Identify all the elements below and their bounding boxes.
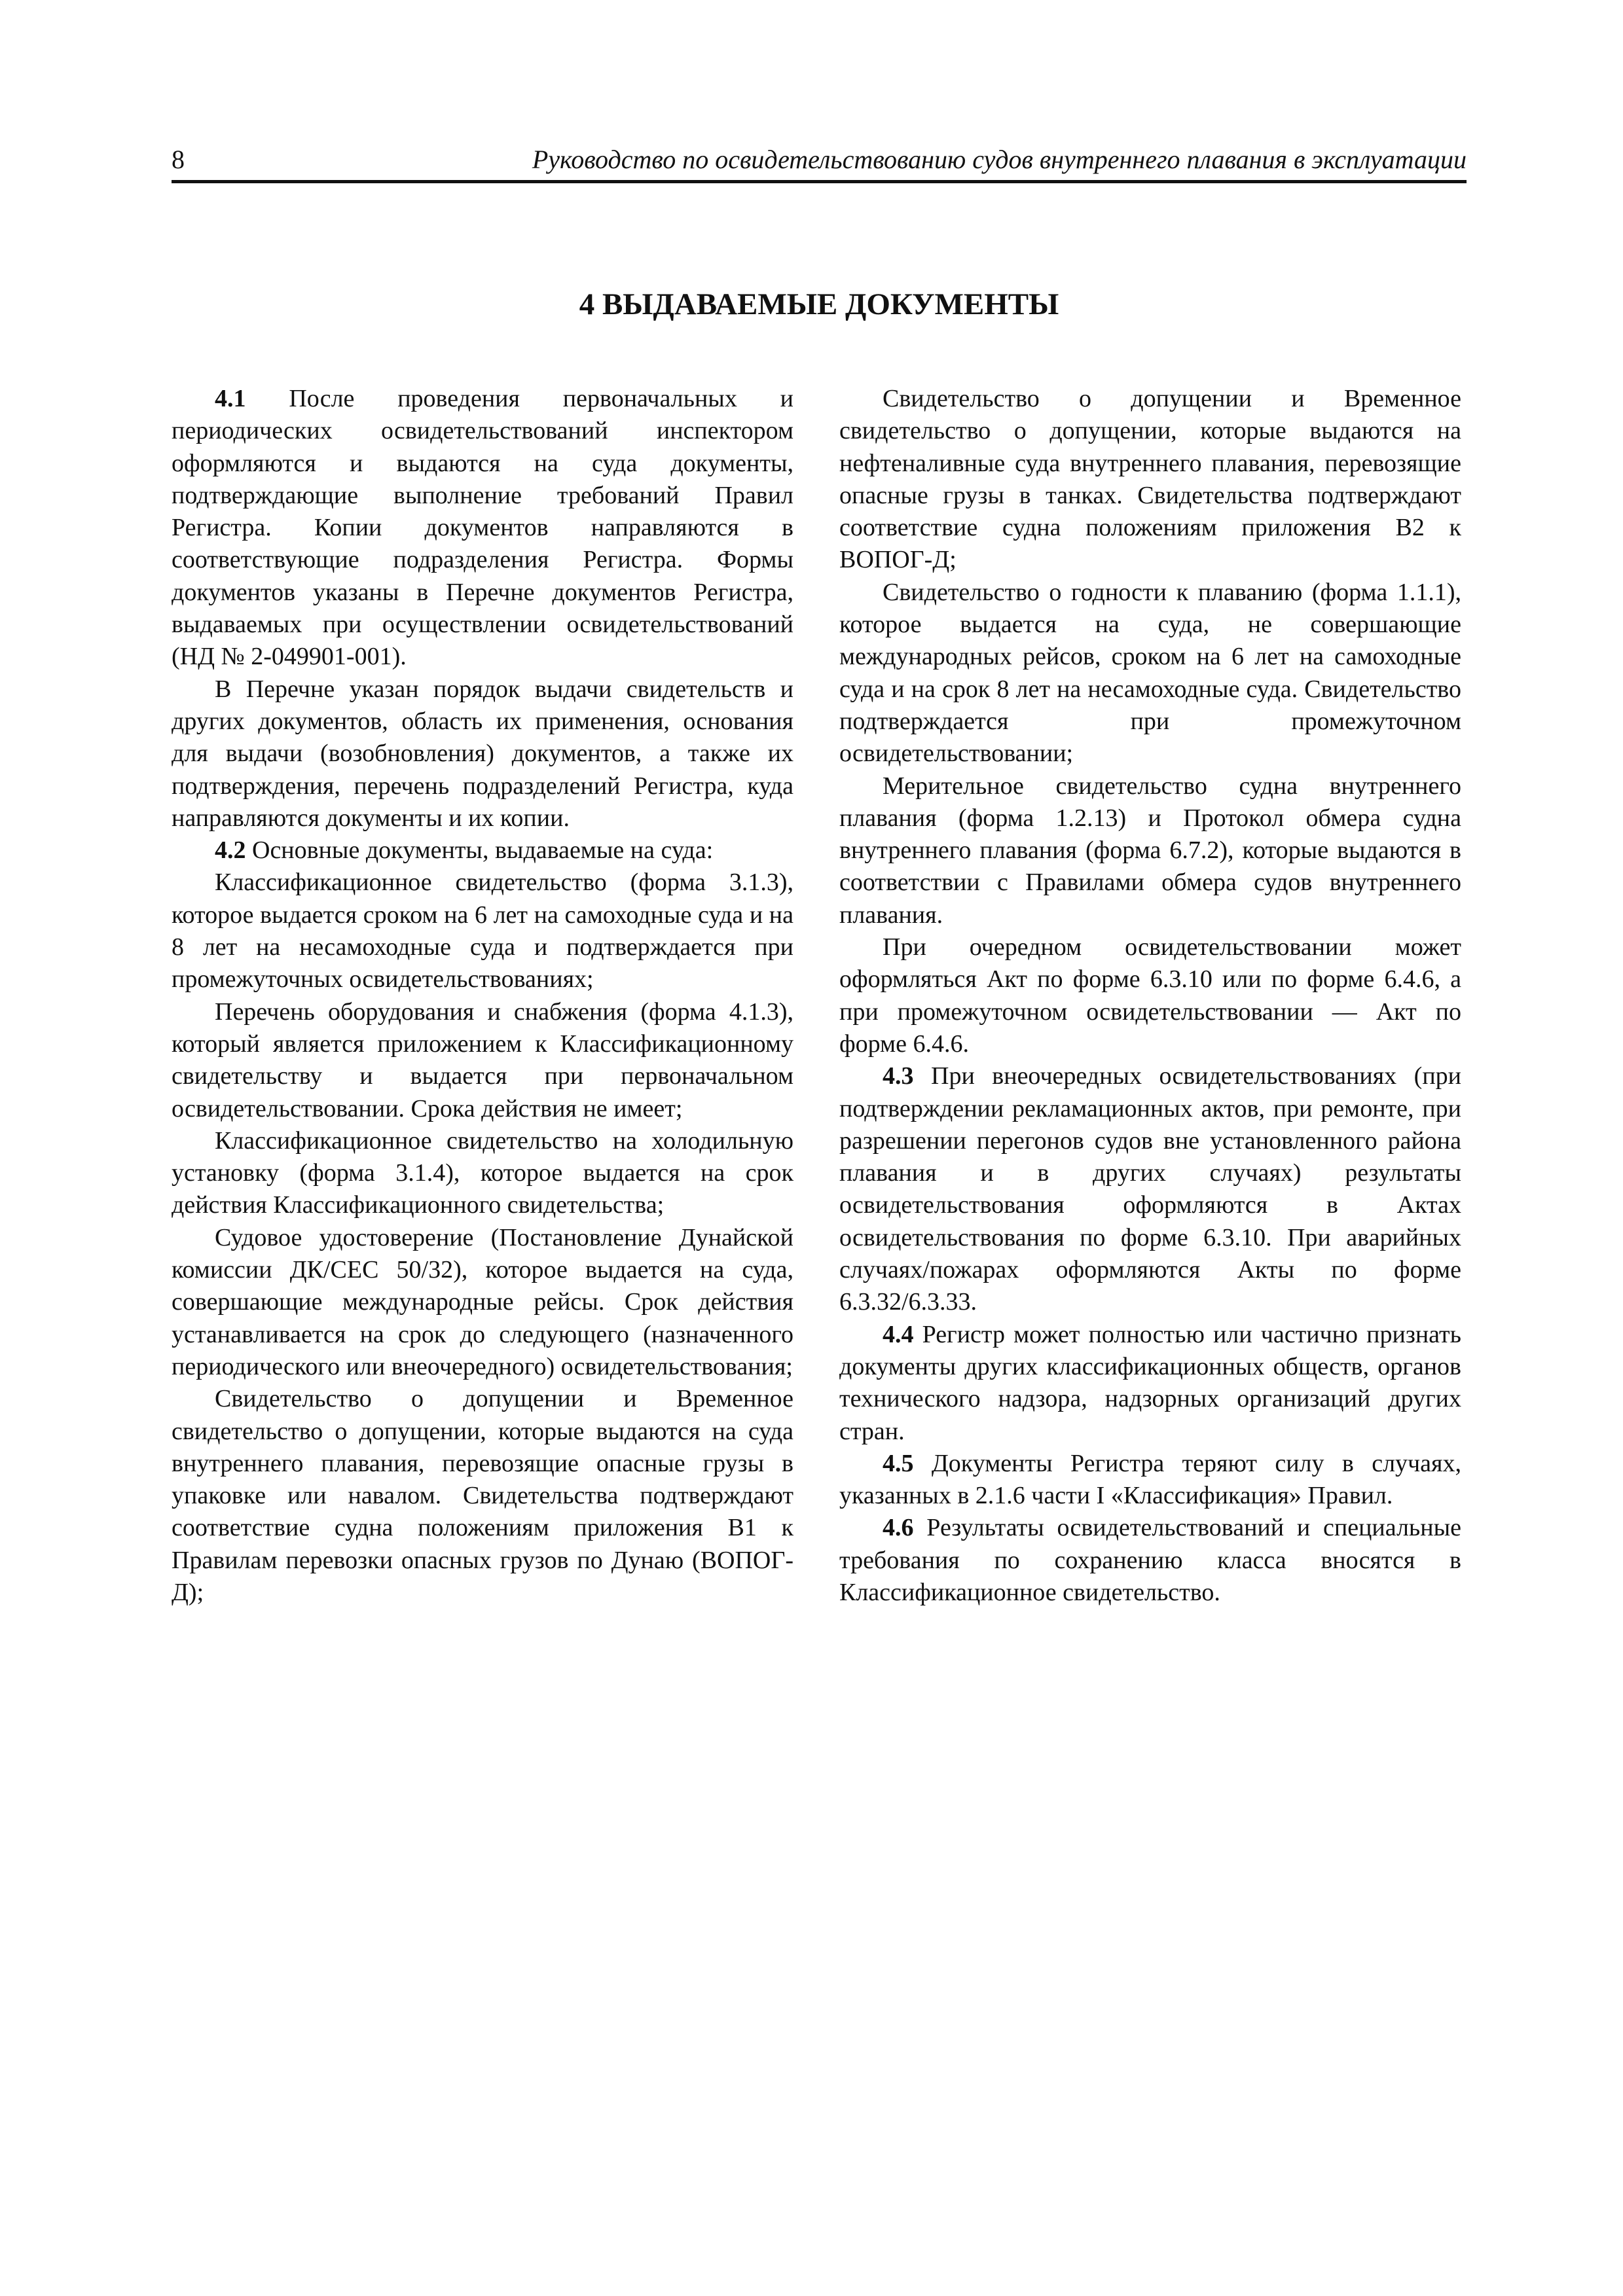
- paragraph-text: Основные документы, выдаваемые на суда:: [246, 836, 714, 865]
- section-number: 4.5: [883, 1449, 914, 1477]
- running-title: Руководство по освидетельствованию судов внутреннего плавания в эксплуатации: [532, 145, 1467, 174]
- section-number: 4.6: [883, 1514, 914, 1542]
- paragraph: Свидетельство о допущении и Временное свидетельство о допущении, которые выдаются на нефтеналивные суда внутреннего плавания, перевозящие опасные грузы в танках. Свидетельства подтверждают соответствие судна положениям приложения B2 к ВОПОГ-Д;: [839, 385, 1461, 574]
- paragraph: Мерительное свидетельство судна внутреннего плавания (форма 1.2.13) и Протокол обмера судна внутреннего плавания (форма 6.7.2), которые выдаются в соответствии с Правилами обмера судов внутреннего плавания.: [839, 772, 1461, 929]
- left-column: [172, 383, 793, 1609]
- paragraph-text: После проведения первоначальных и периодических освидетельствований инспектором оформляются и выдаются на суда документы, подтверждающие выполнение требований Правил Регистра. Копии документов направляются в соответствующие подразделения Регистра. Формы документов указаны в Перечне документов Регистра, выдаваемых при осуществлении освидетельствований (НД № 2-049901-001).: [172, 385, 793, 671]
- section-number: 4.1: [215, 385, 246, 412]
- page-header: [172, 141, 1467, 183]
- paragraph: Классификационное свидетельство (форма 3.1.3), которое выдается сроком на 6 лет на самоходные суда и на 8 лет на несамоходные суда и подтверждается при промежуточных освидетельствованиях;: [172, 869, 793, 994]
- paragraph: Классификационное свидетельство на холодильную установку (форма 3.1.4), которое выдается на срок действия Классификационного свидетельства;: [172, 1126, 793, 1219]
- paragraph: Свидетельство о допущении и Временное свидетельство о допущении, которые выдаются на суда внутреннего плавания, перевозящие опасные грузы в упаковке или навалом. Свидетельства подтверждают соответствие судна положениям приложения B1 к Правилам перевозки опасных грузов по Дунаю (ВОПОГ-Д);: [172, 1385, 793, 1606]
- paragraph-text: Результаты освидетельствований и специальные требования по сохранению класса вносятся в Классификационное свидетельство.: [839, 1514, 1461, 1606]
- paragraph: При очередном освидетельствовании может оформляться Акт по форме 6.3.10 или по форме 6.4.6, а при промежуточном освидетельствовании — Акт по форме 6.4.6.: [839, 933, 1461, 1058]
- page-number: 8: [172, 145, 185, 174]
- section-number: 4.3: [883, 1062, 914, 1090]
- paragraph-4-3: [839, 1060, 1461, 1318]
- paragraph-text: Документы Регистра теряют силу в случаях, указанных в 2.1.6 части I «Классификация» Правил.: [839, 1449, 1461, 1510]
- paragraph: Свидетельство о годности к плаванию (форма 1.1.1), которое выдается на суда, не совершающие международных рейсов, сроком на 6 лет на самоходные суда и на срок 8 лет на несамоходные суда. Свидетельство подтверждается при промежуточном освидетельствовании;: [839, 578, 1461, 768]
- right-column: [839, 383, 1461, 1609]
- paragraph: Перечень оборудования и снабжения (форма 4.1.3), который является приложением к Классификационному свидетельству и выдается при первоначальном освидетельствовании. Срока действия не имеет;: [172, 997, 793, 1122]
- section-number: 4.4: [883, 1320, 914, 1348]
- chapter-title: 4 ВЫДАВАЕМЫЕ ДОКУМЕНТЫ: [579, 287, 1059, 321]
- paragraph-4-6: [839, 1512, 1461, 1609]
- paragraph: Судовое удостоверение (Постановление Дунайской комиссии ДК/СЕС 50/32), которое выдается на суда, совершающие международные рейсы. Срок действия устанавливается на срок до следующего (назначенного периодического или внеочередного) освидетельствования;: [172, 1223, 793, 1380]
- paragraph-4-1: [172, 383, 793, 673]
- section-number: 4.2: [215, 836, 246, 865]
- paragraph: В Перечне указан порядок выдачи свидетельств и других документов, область их применения, основания для выдачи (возобновления) документов, а также их подтверждения, перечень подразделений Регистра, куда направляются документы и их копии.: [172, 675, 793, 832]
- paragraph-text: Регистр может полностью или частично признать документы других классификационных обществ, органов технического надзора, надзорных организаций других стран.: [839, 1320, 1461, 1445]
- paragraph-text: При внеочередных освидетельствованиях (при подтверждении рекламационных актов, при ремонте, при разрешении перегонов судов вне установленного района плавания и в других случаях) результаты освидетельствования оформляются в Актах освидетельствования по форме 6.3.10. При аварийных случаях/пожарах оформляются Акты по форме 6.3.32/6.3.33.: [839, 1062, 1461, 1316]
- paragraph-4-2: [172, 834, 793, 867]
- paragraph-4-4: [839, 1319, 1461, 1448]
- paragraph-4-5: [839, 1448, 1461, 1513]
